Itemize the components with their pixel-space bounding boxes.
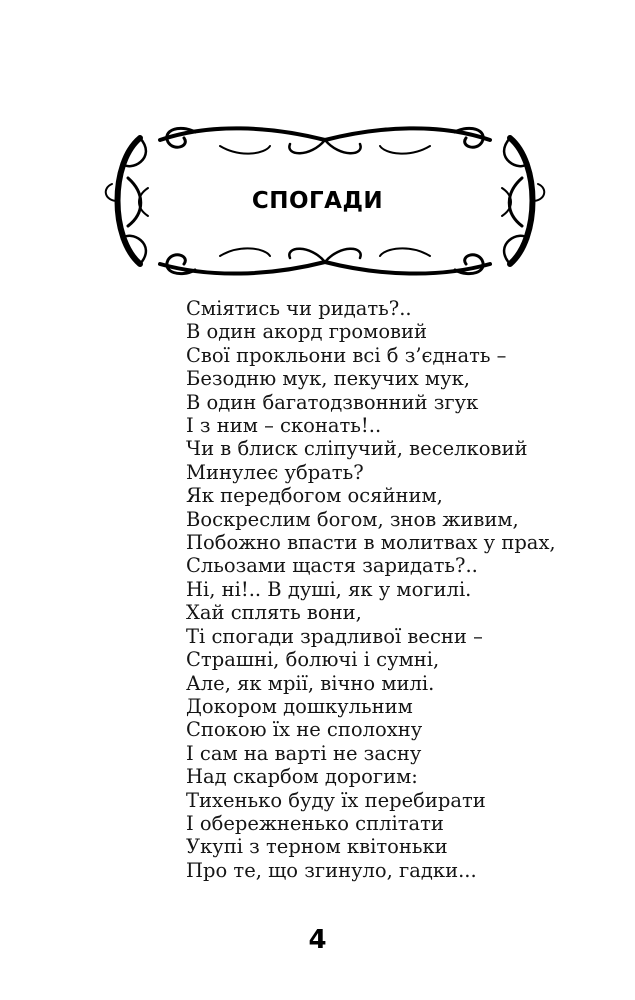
poem-line: І з ним – сконать!.. — [186, 414, 382, 438]
poem-text — [186, 297, 606, 882]
poem-line: Як передбогом осяйним, — [186, 484, 443, 508]
page-number: 4 — [308, 925, 327, 955]
poem-line: В один акорд громовий — [186, 320, 428, 344]
poem-line: Над скарбом дорогим: — [186, 765, 418, 789]
poem-line: Тихенько буду їх перебирати — [186, 788, 486, 812]
poem-line: І сам на варті не засну — [186, 741, 422, 765]
poem-line: В один багатодзвонний згук — [186, 390, 479, 414]
poem-line: Сльозами щастя заридать?.. — [186, 554, 478, 578]
poem-line: Про те, що згинуло, гадки... — [186, 858, 477, 882]
poem-line: Чи в блиск сліпучий, веселковий — [186, 437, 528, 461]
poem-line: Сміятись чи ридать?.. — [186, 297, 412, 320]
poem-line: Минулеє убрать? — [186, 460, 364, 484]
poem-line: Докором дошкульним — [186, 694, 413, 718]
poem-line: Побожно впасти в молитвах у прах, — [186, 531, 556, 555]
poem-line: Ті спогади зрадливої весни – — [186, 624, 483, 648]
poem-line: Спокою їх не сполохну — [186, 718, 423, 742]
poem-line: Свої прокльони всі б з’єднать – — [186, 343, 507, 367]
poem-line: Але, як мрії, вічно милі. — [186, 671, 435, 695]
poem-line: Безодню мук, пекучих мук, — [186, 367, 470, 391]
poem-line: Страшні, болючі і сумні, — [186, 648, 440, 672]
poem-title: СПОГАДИ — [251, 188, 384, 214]
poem-line: Укупі з терном квітоньки — [186, 835, 448, 859]
poem-line: Воскреслим богом, знов живим, — [186, 507, 519, 531]
poem-line: І обережненько сплітати — [186, 811, 444, 835]
poem-line: Хай сплять вони, — [186, 601, 362, 625]
poem-line: Ні, ні!.. В душі, як у могилі. — [186, 577, 472, 601]
